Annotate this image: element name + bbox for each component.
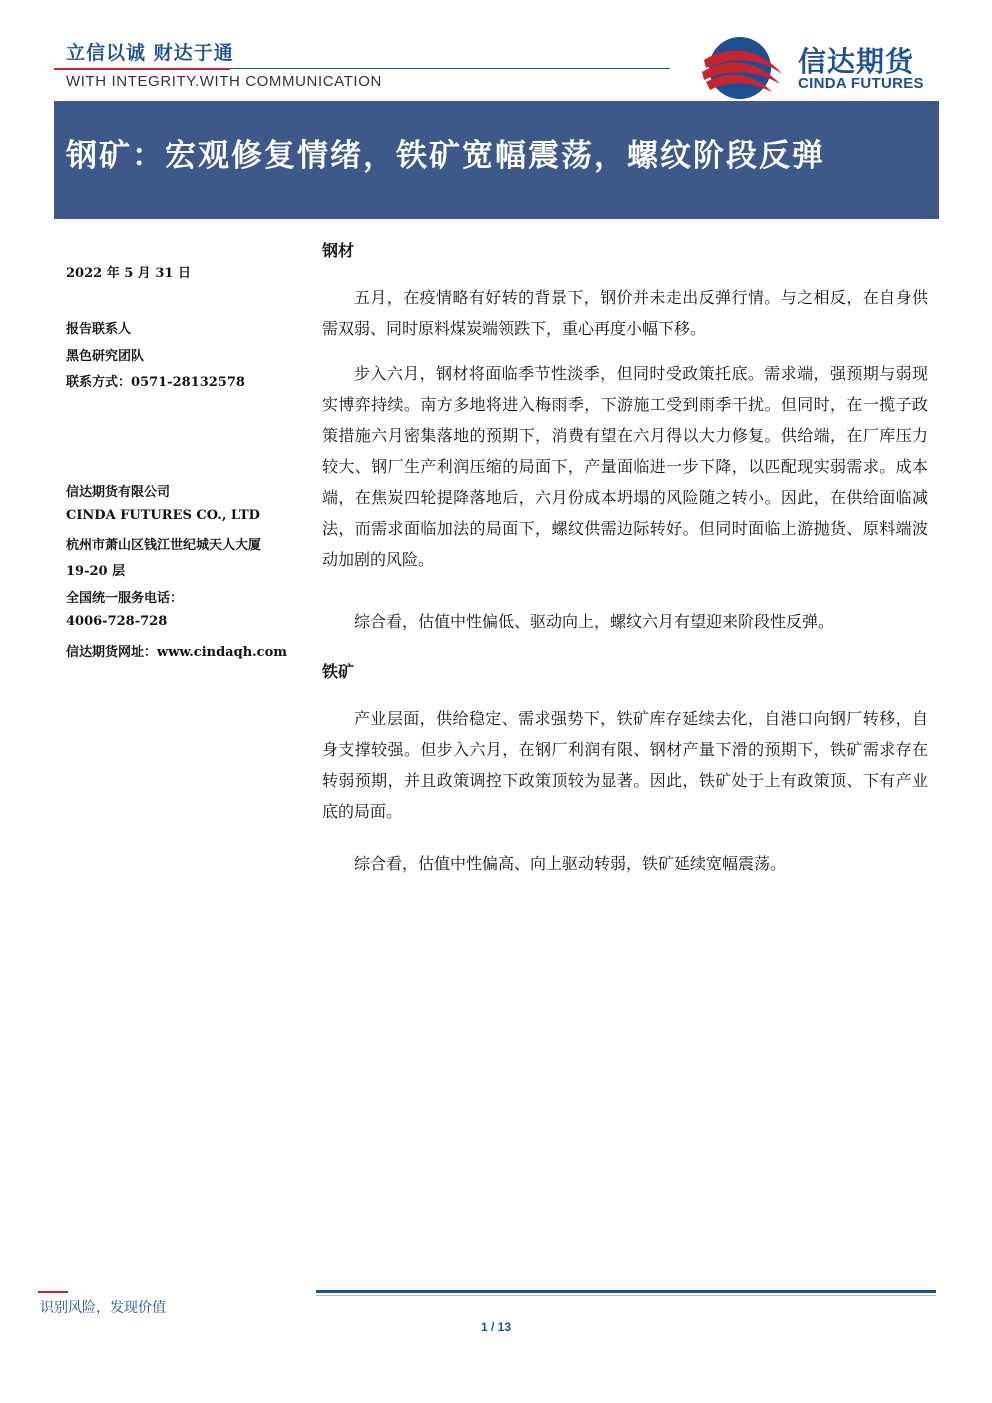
page-number: 1 / 13 bbox=[480, 1320, 512, 1334]
footer-divider-gray bbox=[316, 1295, 936, 1296]
iron-ore-paragraph-2: 综合看，估值中性偏高、向上驱动转弱，铁矿延续宽幅震荡。 bbox=[354, 854, 787, 873]
logo-text-en: CINDA FUTURES bbox=[798, 75, 924, 92]
section-heading-steel: 钢材 bbox=[322, 241, 355, 260]
contact-heading: 报告联系人 bbox=[66, 322, 132, 337]
logo-text-cn: 信达期货 bbox=[798, 45, 915, 78]
report-title: 钢矿：宏观修复情绪，铁矿宽幅震荡，螺纹阶段反弹 bbox=[66, 138, 825, 174]
contact-phone: 联系方式：0571-28132578 bbox=[66, 375, 245, 390]
footer-slogan: 识别风险，发现价值 bbox=[40, 1300, 166, 1316]
research-team: 黑色研究团队 bbox=[66, 349, 145, 364]
company-name-cn: 信达期货有限公司 bbox=[66, 485, 171, 500]
header-divider-blue bbox=[230, 68, 670, 69]
report-date: 2022 年 5 月 31 日 bbox=[66, 266, 191, 281]
steel-paragraph-1: 五月，在疫情略有好转的背景下，钢价并未走出反弹行情。与之相反，在自身供需双弱、同时原料煤炭端领跌下，重心再度小幅下移。 bbox=[322, 288, 928, 338]
steel-paragraph-3: 综合看，估值中性偏低、驱动向上，螺纹六月有望迎来阶段性反弹。 bbox=[354, 612, 835, 631]
company-name-en: CINDA FUTURES CO., LTD bbox=[66, 508, 260, 523]
header-slogan-en: WITH INTEGRITY.WITH COMMUNICATION bbox=[66, 73, 382, 90]
footer-divider-red bbox=[38, 1291, 68, 1293]
footer-divider-blue bbox=[316, 1290, 936, 1293]
steel-paragraph-2: 步入六月，钢材将面临季节性淡季，但同时受政策托底。需求端，强预期与弱现实博弈持续。南方多地将进入梅雨季，下游施工受到雨季干扰。但同时，在一揽子政策措施六月密集落地的预期下，消费有望在六月得以大力修复。供给端，在厂库压力较大、钢厂生产利润压缩的局面下，产量面临进一步下降，以匹配现实弱需求。成本端，在焦炭四轮提降落地后，六月份成本坍塌的风险随之转小。因此，在供给面临减法，而需求面临加法的局面下，螺纹供需边际转好。但同时面临上游抛货、原料端波动加剧的风险。 bbox=[322, 364, 928, 569]
section-heading-iron-ore: 铁矿 bbox=[322, 662, 355, 681]
company-address-line1: 杭州市萧山区钱江世纪城天人大厦 bbox=[66, 538, 262, 553]
header-divider-red bbox=[54, 68, 230, 70]
company-website[interactable]: 信达期货网址：www.cindaqh.com bbox=[66, 645, 288, 660]
hotline-label: 全国统一服务电话： bbox=[66, 591, 184, 606]
header-slogan-cn: 立信以诚 财达于通 bbox=[66, 42, 234, 64]
iron-ore-paragraph-1: 产业层面，供给稳定、需求强势下，铁矿库存延续去化，自港口向钢厂转移，自身支撑较强。但步入六月，在钢厂利润有限、钢材产量下滑的预期下，铁矿需求存在转弱预期，并且政策调控下政策顶较为显著。因此，铁矿处于上有政策顶、下有产业底的局面。 bbox=[322, 709, 928, 821]
company-address-line2: 19-20 层 bbox=[66, 564, 126, 579]
hotline-number: 4006-728-728 bbox=[66, 614, 168, 629]
